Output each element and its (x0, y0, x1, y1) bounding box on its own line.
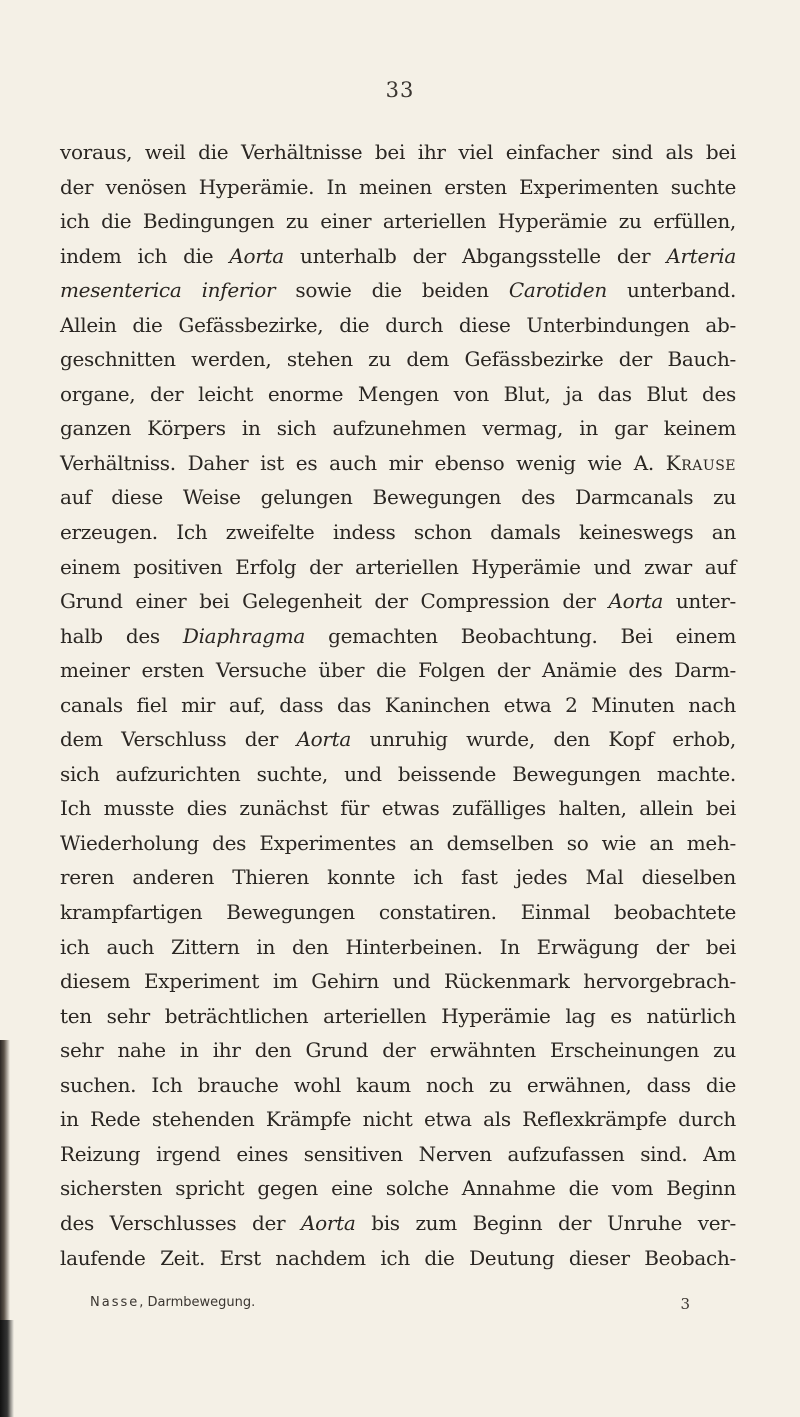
text-line: in Rede stehenden Krämpfe nicht etwa als Reflexkrämpfe durch (60, 1107, 736, 1132)
text-line: Reizung irgend eines sensitiven Nerven aufzufassen sind. Am (60, 1141, 736, 1166)
text-line: meiner ersten Versuche über die Folgen der Anämie des Darm- (60, 658, 736, 683)
text-line: canals fiel mir auf, dass das Kaninchen etwa 2 Minuten nach (60, 692, 736, 717)
text-line: ganzen Körpers in sich aufzunehmen vermag, in gar keinem (60, 416, 736, 441)
text-line: voraus, weil die Verhältnisse bei ihr viel einfacher sind als bei (60, 140, 736, 164)
text-line: der venösen Hyperämie. In meinen ersten Experimenten suchte (60, 174, 736, 199)
text-line: Ich musste dies zunächst für etwas zufälliges halten, allein bei (60, 796, 736, 821)
text-line: indem ich die Aorta unterhalb der Abgangsstelle der Arteria (60, 243, 736, 268)
text-line: erzeugen. Ich zweifelte indess schon damals keineswegs an (60, 520, 736, 545)
text-line: ich die Bedingungen zu einer arteriellen Hyperämie zu erfüllen, (60, 209, 736, 234)
body-text (60, 135, 736, 1275)
footer-signature-mark: 3 (680, 1295, 690, 1313)
text-line: krampfartigen Bewegungen constatiren. Einmal beobachtete (60, 900, 736, 925)
page-number: 33 (385, 78, 415, 102)
text-line: sichersten spricht gegen eine solche Annahme die vom Beginn (60, 1176, 736, 1201)
text-line: halb des Diaphragma gemachten Beobachtung. Bei einem (60, 623, 736, 648)
text-line: Allein die Gefässbezirke, die durch diese Unterbindungen ab- (60, 312, 736, 337)
text-line: diesem Experiment im Gehirn und Rückenmark hervorgebrach- (60, 969, 736, 994)
text-line: organe, der leicht enorme Mengen von Blut, ja das Blut des (60, 381, 736, 406)
footer-author: Nasse (90, 1295, 140, 1310)
page-edge-shadow-bottom (0, 1320, 14, 1417)
footer-title: , Darmbewegung. (139, 1295, 256, 1310)
text-line: laufende Zeit. Erst nachdem ich die Deutung dieser Beobach- (60, 1245, 736, 1270)
text-line: sehr nahe in ihr den Grund der erwähnten Erscheinungen zu (60, 1038, 736, 1063)
text-line: sich aufzurichten suchte, und beissende Bewegungen machte. (60, 761, 736, 786)
text-line: suchen. Ich brauche wohl kaum noch zu erwähnen, dass die (60, 1072, 736, 1097)
text-line: ich auch Zittern in den Hinterbeinen. In Erwägung der bei (60, 934, 736, 959)
text-line: dem Verschluss der Aorta unruhig wurde, den Kopf erhob, (60, 727, 736, 752)
text-line: einem positiven Erfolg der arteriellen Hyperämie und zwar auf (60, 554, 736, 579)
text-line: ten sehr beträchtlichen arteriellen Hyperämie lag es natürlich (60, 1003, 736, 1028)
text-line: Grund einer bei Gelegenheit der Compression der Aorta unter- (60, 589, 736, 614)
text-line: auf diese Weise gelungen Bewegungen des Darmcanals zu (60, 485, 736, 510)
text-line: des Verschlusses der Aorta bis zum Beginn der Unruhe ver- (60, 1210, 736, 1235)
text-line: reren anderen Thieren konnte ich fast jedes Mal dieselben (60, 865, 736, 890)
text-line: Verhältniss. Daher ist es auch mir ebenso wenig wie A. Krause (60, 450, 736, 475)
text-line: Wiederholung des Experimentes an demselben so wie an meh- (60, 830, 736, 855)
text-line: geschnitten werden, stehen zu dem Gefässbezirke der Bauch- (60, 347, 736, 372)
footer-running-title (90, 1295, 255, 1310)
text-line: mesenterica inferior sowie die beiden Carotiden unterband. (60, 278, 736, 303)
